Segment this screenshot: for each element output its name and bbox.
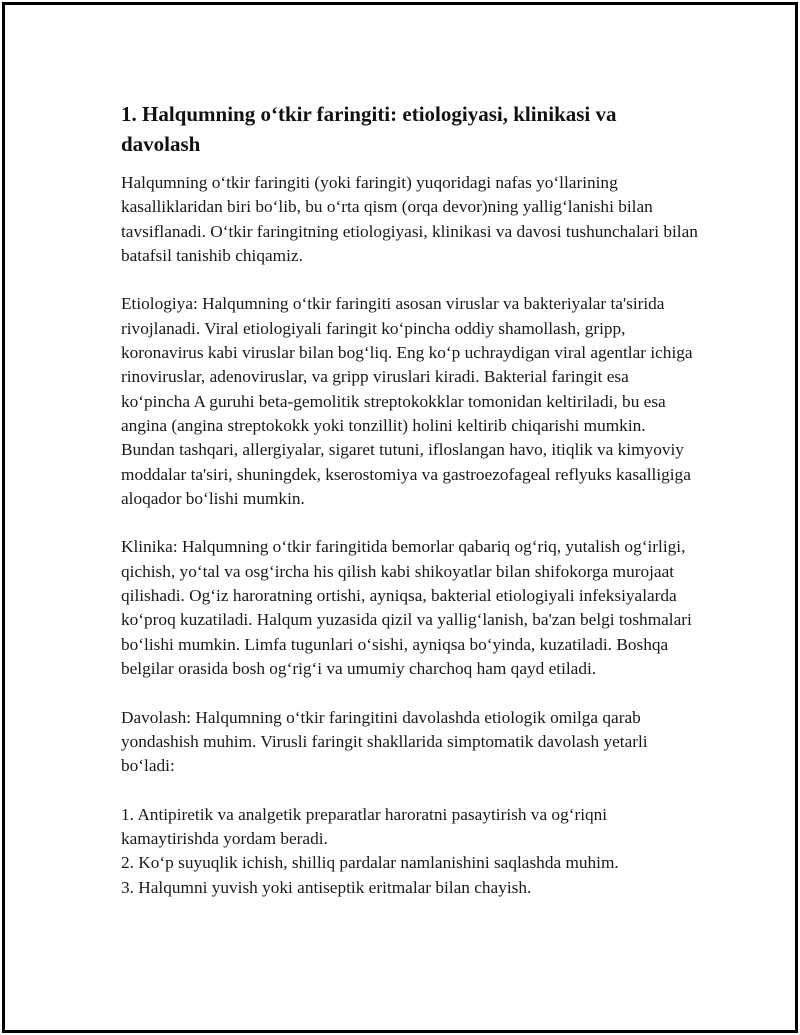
intro-paragraph: Halqumning o‘tkir faringiti (yoki faringit) yuqoridagi nafas yo‘llarining kasalliklaridan biri bo‘lib, bu o‘rta qism (orqa devor)ning yallig‘lanishi bilan tavsiflanadi. O‘tkir faringitning etiologiyasi, klinikasi va davosi tushunchalari bilan batafsil tanishib chiqamiz.	[121, 173, 698, 265]
list-item: 3. Halqumni yuvish yoki antiseptik eritmalar bilan chayish.	[121, 877, 532, 897]
etiology-paragraph: Etiologiya: Halqumning o‘tkir faringiti asosan viruslar va bakteriyalar ta'sirida rivojlanadi. Viral etiologiyali faringit ko‘pincha oddiy shamollash, gripp, koronavirus kabi viruslar bilan bog‘liq. Eng ko‘p uchraydigan viral agentlar ichiga rinoviruslar, adenoviruslar, va gripp viruslari kiradi. Bakterial faringit esa ko‘pincha A guruhi beta-gemolitik streptokokklar tomonidan keltiriladi, bu esa angina (angina streptokokk yoki tonzillit) holini keltirib chiqarishi mumkin. Bundan tashqari, allergiyalar, sigaret tutuni, ifloslangan havo, itiqlik va kimyoviy moddalar ta'siri, shuningdek, kserostomiya va gastroezofageal reflyuks kasalligiga aloqador bo‘lishi mumkin.	[121, 294, 693, 508]
list-item: 2. Ko‘p suyuqlik ichish, shilliq pardalar namlanishini saqlashda muhim.	[121, 853, 619, 873]
document-title: 1. Halqumning o‘tkir faringiti: etiologiyasi, klinikasi va davolash	[121, 102, 617, 156]
paragraph-gap	[121, 268, 701, 292]
page-frame	[2, 2, 798, 1033]
paragraph-gap	[121, 511, 701, 535]
list-item: 1. Antipiretik va analgetik preparatlar haroratni pasaytirish va og‘riqni kamaytirishda yordam beradi.	[121, 804, 608, 849]
treatment-paragraph: Davolash: Halqumning o‘tkir faringitini davolashda etiologik omilga qarab yondashish muhim. Virusli faringit shakllarida simptomatik davolash yetarli bo‘ladi:	[121, 707, 648, 776]
document-body	[121, 99, 701, 900]
clinic-paragraph: Klinika: Halqumning o‘tkir faringitida bemorlar qabariq og‘riq, yutalish og‘irligi, qichish, yo‘tal va osg‘ircha his qilish kabi shikoyatlar bilan shifokorga murojaat qilishadi. Og‘iz haroratning ortishi, ayniqsa, bakterial etiologiyali infeksiyalarda ko‘proq kuzatiladi. Halqum yuzasida qizil va yallig‘lanish, ba'zan belgi toshmalari bo‘lishi mumkin. Limfa tugunlari o‘sishi, ayniqsa bo‘yinda, kuzatiladi. Boshqa belgilar orasida bosh og‘rig‘i va umumiy charchoq ham qayd etiladi.	[121, 537, 692, 678]
paragraph-gap	[121, 778, 701, 802]
treatment-list	[121, 803, 701, 900]
paragraph-gap	[121, 681, 701, 705]
